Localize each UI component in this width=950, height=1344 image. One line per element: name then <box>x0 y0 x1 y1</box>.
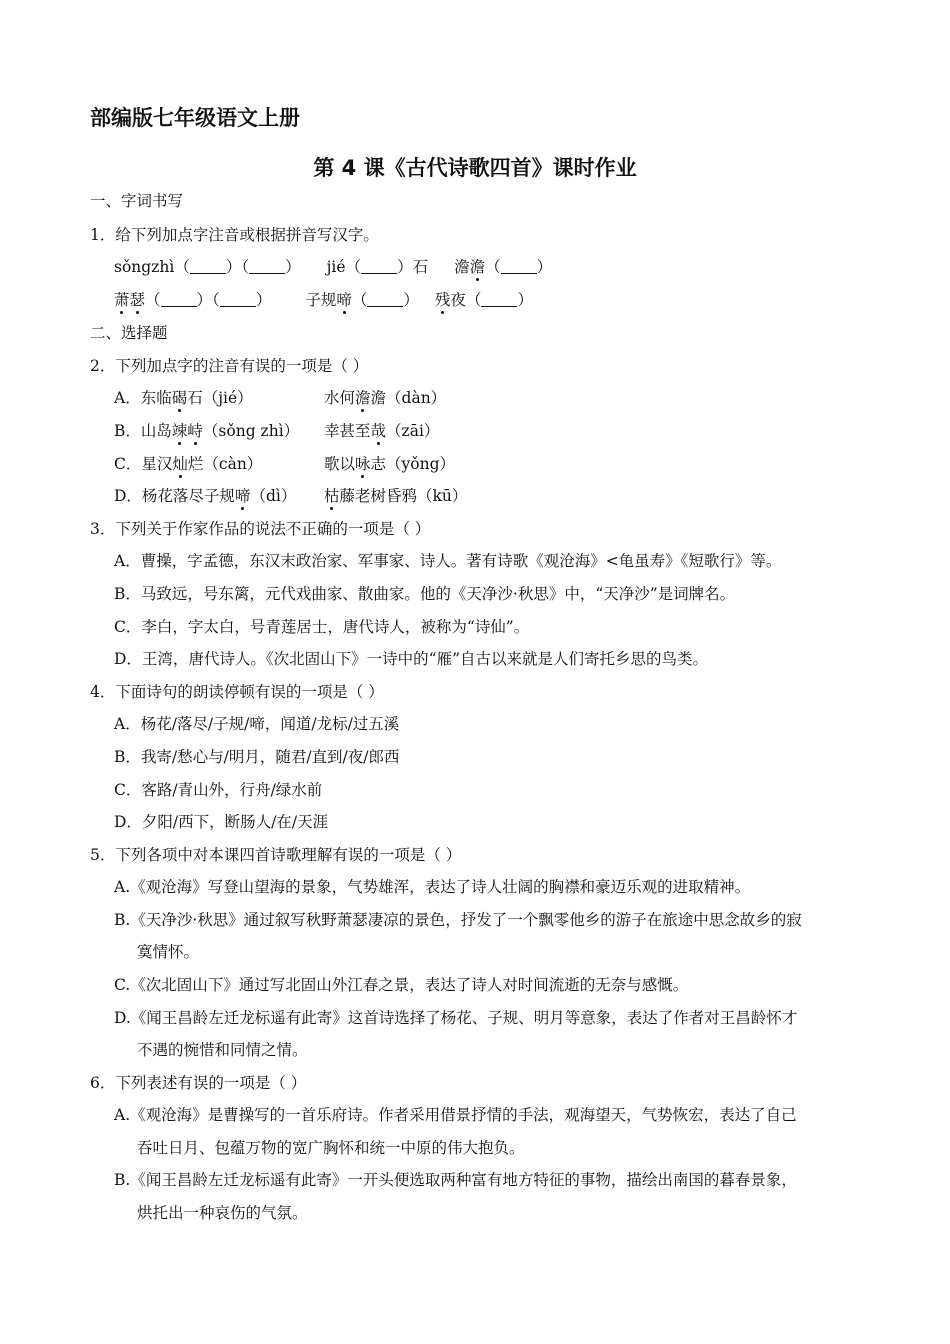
q5-option-d-cont[interactable]: 不遇的惋惜和同情之情。 <box>137 1041 308 1059</box>
q6-option-a[interactable]: A.《观沧海》是曹操写的一首乐府诗。作者采用借景抒情的手法，观海望天，气势恢宏，表达了自己 <box>114 1106 797 1124</box>
q1-b-plain: 子规 <box>305 291 337 309</box>
q2-option-a[interactable] <box>114 387 446 409</box>
option-text: 歌以 <box>324 455 356 473</box>
answer-blank[interactable] <box>481 291 517 307</box>
section2-heading: 二、选择题 <box>90 324 168 342</box>
option-text: （dì） <box>250 487 297 505</box>
q6-option-a-cont[interactable]: 吞吐日月、包蕴万物的宽广胸怀和统一中原的伟大抱负。 <box>137 1139 525 1157</box>
dotted-char: 残 <box>434 291 451 309</box>
q1-pinyin-b: jié <box>326 258 346 276</box>
answer-blank[interactable] <box>161 291 197 307</box>
option-text: （sǒng zhì） <box>202 422 300 440</box>
q3-option-b[interactable]: B．马致远，号东篱，元代戏曲家、散曲家。他的《天净沙·秋思》中，“天净沙”是词牌名。 <box>114 585 736 603</box>
option-text: 烂（càn） <box>187 455 263 473</box>
section1-heading: 一、字词书写 <box>90 192 184 210</box>
q6-stem: 6．下列表述有误的一项是（ ） <box>90 1074 307 1092</box>
q2-option-d[interactable] <box>114 485 467 507</box>
dotted-char: 竦 <box>171 422 188 440</box>
dotted-char: 澹 <box>469 258 486 276</box>
dotted-char: 瑟 <box>129 291 146 309</box>
q5-option-a[interactable]: A.《观沧海》写登山望海的景象，气势雄浑，表达了诗人壮阔的胸襟和豪迈乐观的进取精神。 <box>114 878 751 896</box>
lesson-title: 第 4 课《古代诗歌四首》课时作业 <box>313 156 637 180</box>
option-text: 石（jié） <box>187 389 253 407</box>
q5-option-b-cont[interactable]: 寞情怀。 <box>137 943 200 961</box>
answer-blank[interactable] <box>220 291 256 307</box>
q5-option-c[interactable]: C.《次北固山下》通过写北固山外江春之景，表达了诗人对时间流逝的无奈与感慨。 <box>114 976 689 994</box>
dotted-char: 啼 <box>336 291 352 309</box>
dotted-char: 澹 <box>355 389 371 407</box>
q2-stem: 2．下列加点字的注音有误的一项是（ ） <box>90 357 369 375</box>
q3-stem: 3．下列关于作家作品的说法不正确的一项是（ ） <box>90 520 431 538</box>
option-text: 藤老树昏鸦（kū） <box>339 487 468 505</box>
answer-blank[interactable] <box>501 258 537 274</box>
q1-stem: 1．给下列加点字注音或根据拼音写汉字。 <box>90 226 379 244</box>
dotted-char: 碣 <box>171 389 188 407</box>
dotted-char: 哉 <box>370 422 387 440</box>
answer-blank[interactable] <box>361 258 397 274</box>
q5-option-d[interactable]: D.《闻王昌龄左迁龙标遥有此寄》这首诗选择了杨花、子规、明月等意象，表达了作者对王昌龄怀才 <box>114 1009 798 1027</box>
series-title: 部编版七年级语文上册 <box>90 106 300 130</box>
dotted-char: 萧 <box>114 291 130 309</box>
dotted-char: 咏 <box>355 455 371 473</box>
q3-option-a[interactable]: A．曹操，字孟德，东汉末政治家、军事家、诗人。著有诗歌《观沧海》<龟虽寿》《短歌行》等。 <box>114 552 782 570</box>
q1-c-char: 澹 <box>454 258 470 276</box>
q1-b-suffix: 石 <box>412 258 429 276</box>
q6-option-b[interactable]: B.《闻王昌龄左迁龙标遥有此寄》一开头便选取两种富有地方特征的事物，描绘出南国的暮春景象， <box>114 1171 797 1189</box>
q3-option-c[interactable]: C．李白，字太白，号青莲居士，唐代诗人，被称为“诗仙”。 <box>114 618 530 636</box>
q2-option-c[interactable] <box>114 453 455 475</box>
option-text: D．杨花落尽子规 <box>114 487 235 505</box>
q4-stem: 4．下面诗句的朗读停顿有误的一项是（ ） <box>90 683 384 701</box>
q4-option-c[interactable]: C．客路/青山外，行舟/绿水前 <box>114 781 323 799</box>
q5-stem: 5．下列各项中对本课四首诗歌理解有误的一项是（ ） <box>90 846 462 864</box>
option-text: C．星汉 <box>114 455 173 473</box>
dotted-char: 啼 <box>234 487 251 505</box>
q1-c-plain: 夜 <box>450 291 466 309</box>
option-text: 水何 <box>324 389 356 407</box>
option-text: B．山岛 <box>114 422 172 440</box>
q3-option-d[interactable]: D．王湾，唐代诗人。《次北固山下》一诗中的“雁”自古以来就是人们寄托乡思的鸟类。 <box>114 650 709 668</box>
answer-blank[interactable] <box>367 291 403 307</box>
q4-option-d[interactable]: D．夕阳/西下，断肠人/在/天涯 <box>114 813 329 831</box>
dotted-char: 灿 <box>172 455 188 473</box>
dotted-char: 峙 <box>187 422 203 440</box>
answer-blank[interactable] <box>249 258 285 274</box>
q6-option-b-cont[interactable]: 烘托出一种哀伤的气氛。 <box>137 1204 308 1222</box>
option-text: A．东临 <box>114 389 172 407</box>
option-text: 志（yǒng） <box>370 455 456 473</box>
option-text: （zāi） <box>386 422 440 440</box>
q1-row1: sǒngzhì（ ）（ ） jié（ ）石 澹澹（ ） <box>114 258 553 276</box>
q4-option-a[interactable]: A．杨花/落尽/子规/啼，闻道/龙标/过五溪 <box>114 715 400 733</box>
option-text: 幸甚至 <box>324 422 371 440</box>
answer-blank[interactable] <box>190 258 226 274</box>
q2-option-b[interactable] <box>114 420 439 442</box>
q4-option-b[interactable]: B．我寄/愁心与/明月，随君/直到/夜/郎西 <box>114 748 400 766</box>
q1-row2: 萧瑟（ ）（ ） 子规啼（ ） 残夜（ ） <box>114 291 533 309</box>
q1-pinyin-a: sǒngzhì <box>114 258 175 276</box>
q5-option-b[interactable]: B.《天净沙·秋思》通过叙写秋野萧瑟凄凉的景色，抒发了一个飘零他乡的游子在旅途中思念故乡的寂 <box>114 911 802 929</box>
option-text: 澹（dàn） <box>370 389 447 407</box>
dotted-char: 枯 <box>324 487 340 505</box>
